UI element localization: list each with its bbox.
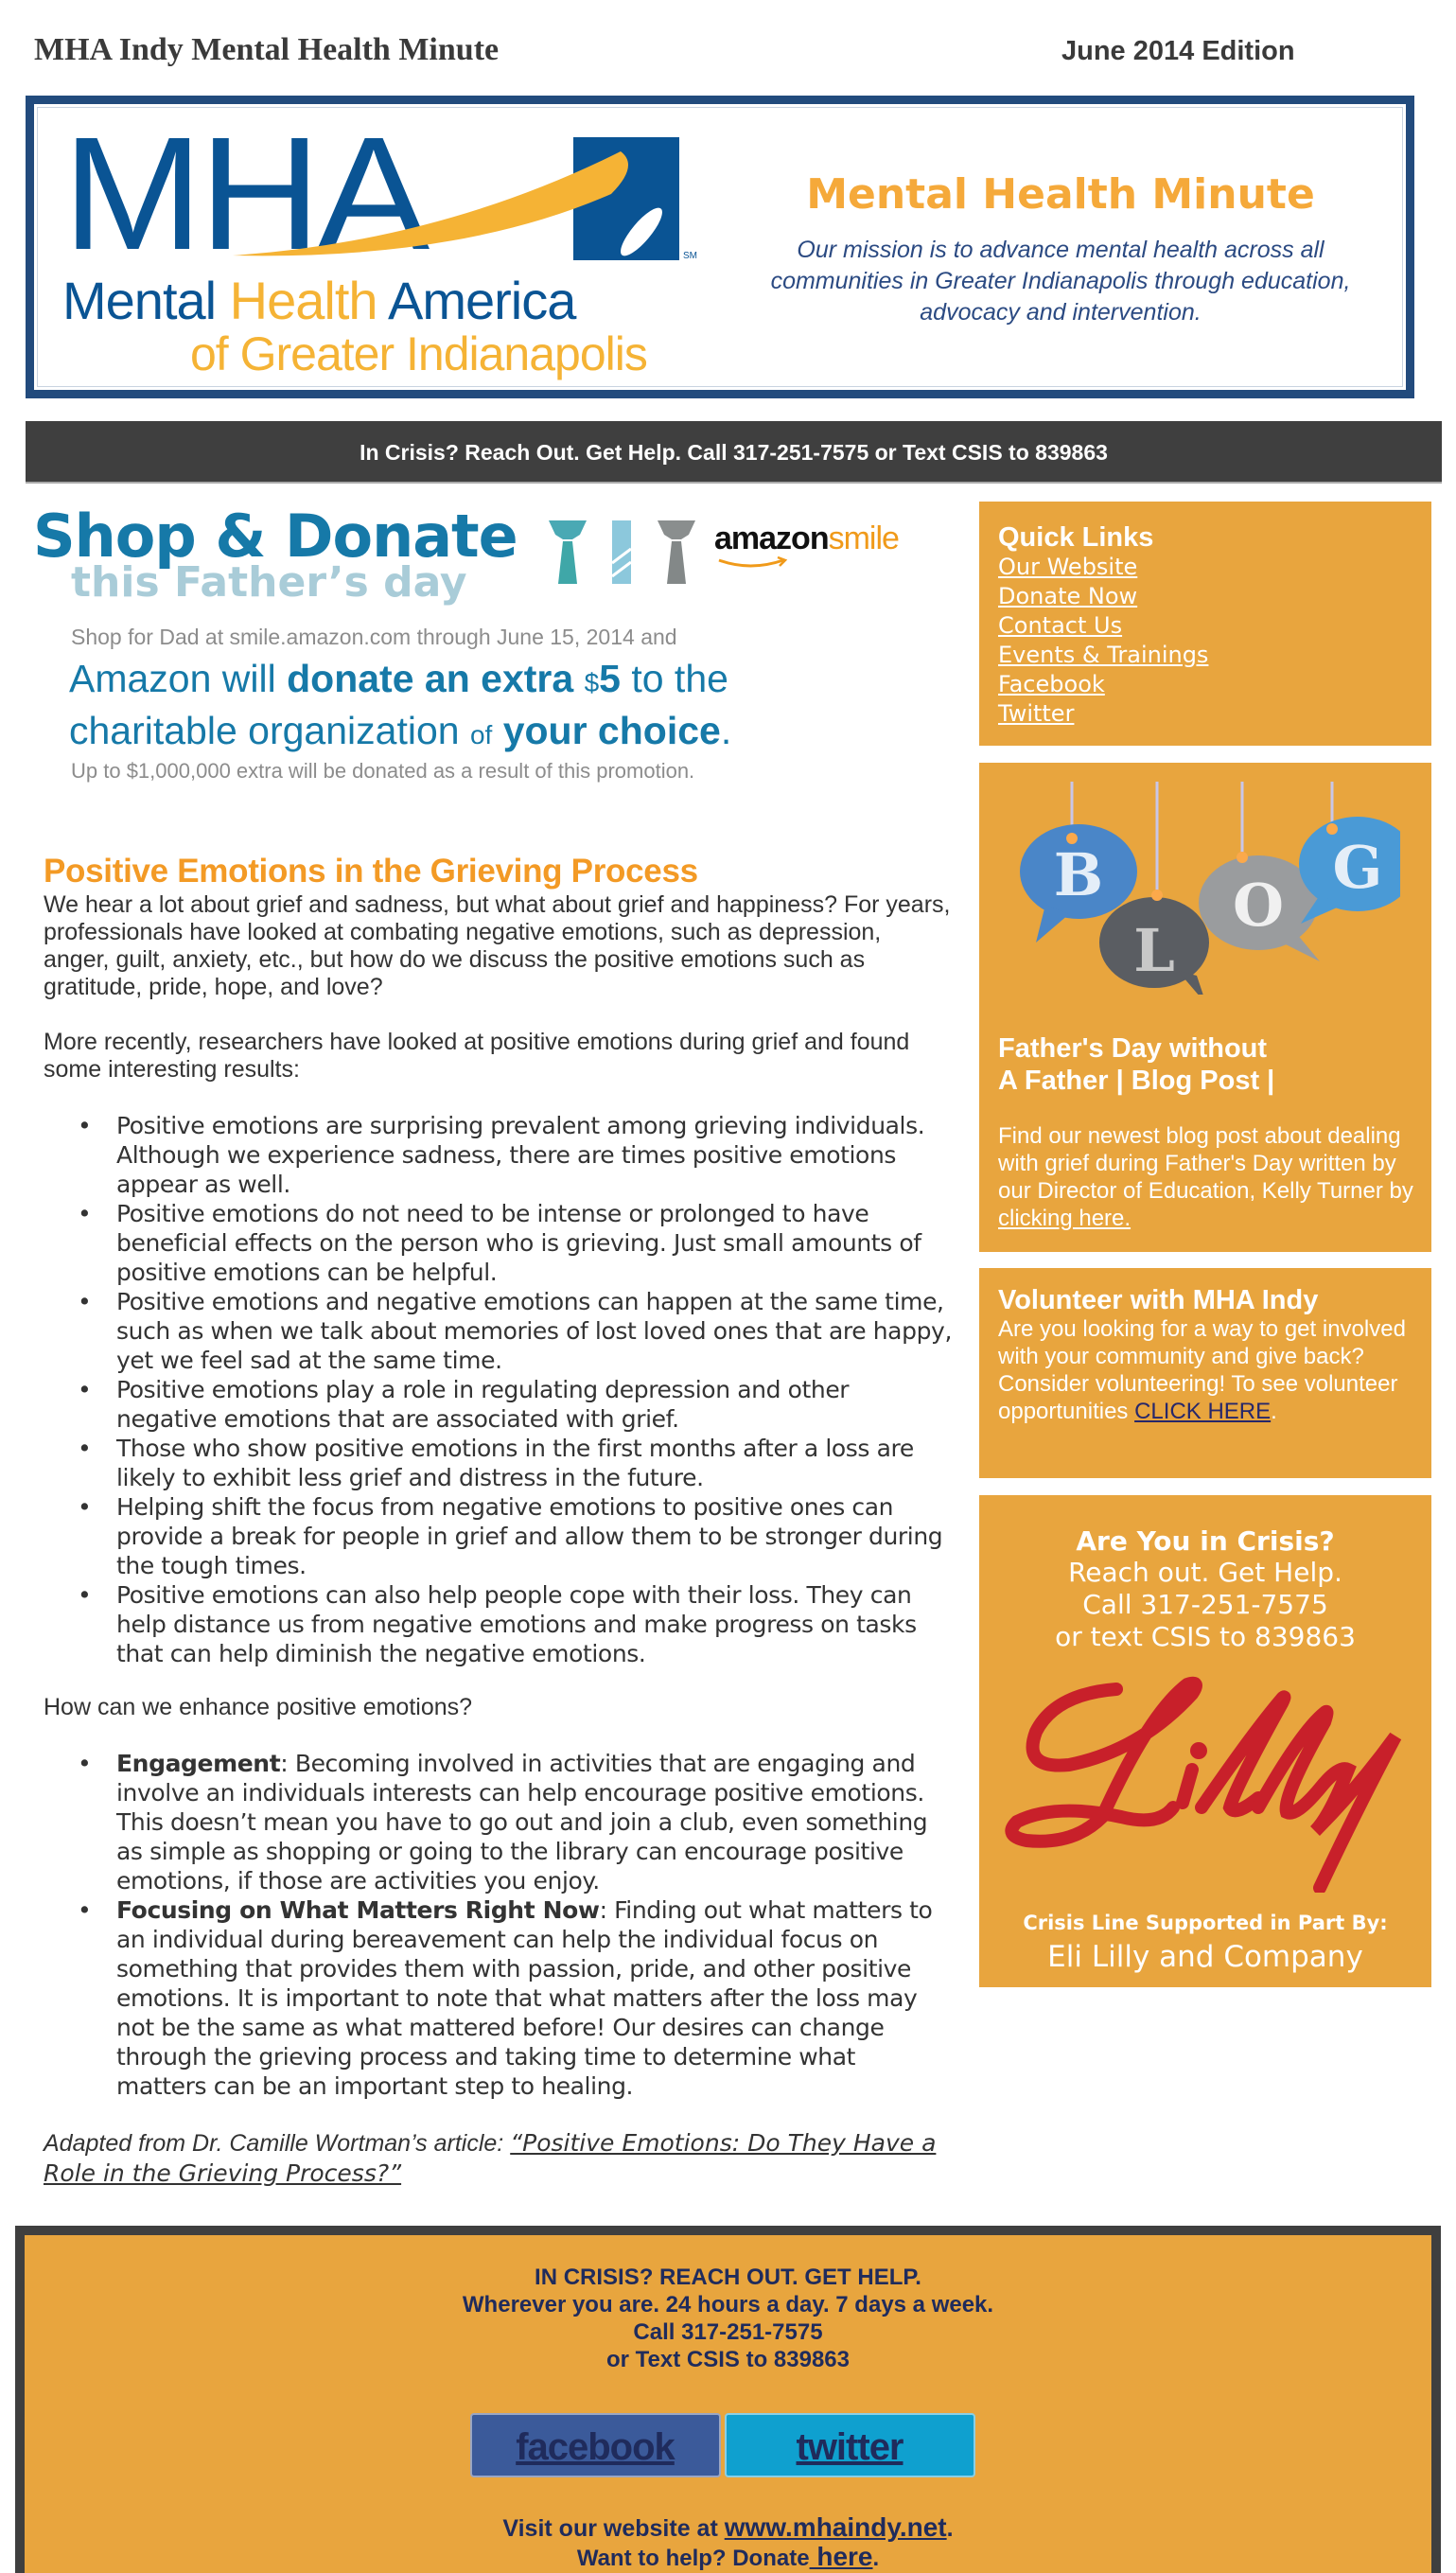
crisis-box-phone: Call 317-251-7575	[1082, 1589, 1328, 1620]
donate-here-link[interactable]: here	[809, 2542, 873, 2571]
crisis-box-text: or text CSIS to 839863	[1055, 1621, 1356, 1652]
how-question: How can we enhance positive emotions?	[44, 1694, 473, 1720]
promo-headline: Shop & Donate	[33, 502, 517, 571]
list-item: • Positive emotions do not need to be intense or prolonged to have beneficial effects on the person who is grieving. Just small amounts of positive emotions can be helpful.	[72, 1199, 952, 1287]
article-credit: Adapted from Dr. Camille Wortman’s article: “Positive Emotions: Do They Have a Role in the Grieving Process?”	[44, 2129, 937, 2187]
amazon-smile-promo[interactable]	[28, 502, 965, 795]
quick-link-events-trainings[interactable]: Events & Trainings	[998, 642, 1209, 668]
quick-link-twitter[interactable]: Twitter	[998, 700, 1075, 727]
footer-availability: Wherever you are. 24 hours a day. 7 days a week.	[462, 2292, 994, 2317]
list-item: • Positive emotions can also help people cope with their loss. They can help distance us from negative emotions and make progress on tasks that can help diminish the negative emotions.	[72, 1580, 952, 1668]
list-item: • Engagement: Becoming involved in activities that are engaging and involve an individuals interests can help encourage positive emotions. This doesn’t mean you have to go out and join a club, even something as simple as shopping or going to the library can encourage positive emotions, if those are activities you enjoy.	[72, 1749, 952, 1895]
list-item: • Positive emotions play a role in regulating depression and other negative emotions that are associated with grief.	[72, 1375, 952, 1434]
quick-link-facebook[interactable]: Facebook	[998, 671, 1105, 697]
quick-link-our-website[interactable]: Our Website	[998, 554, 1138, 580]
blog-letter: O	[1232, 871, 1285, 940]
blog-box	[979, 763, 1431, 1252]
lilly-logo-icon	[998, 1675, 1414, 1893]
logo-line-1: Mental Health America	[62, 271, 576, 330]
findings-list	[72, 1111, 952, 1668]
mission-statement: Our mission is to advance mental health across all communities in Greater Indianapolis through education, advocacy and intervention.	[770, 237, 1351, 326]
volunteer-click-here-link[interactable]: CLICK HERE	[1134, 1399, 1272, 1424]
article-title: Positive Emotions in the Grieving Process	[44, 853, 698, 890]
amazon-smile-logo: amazonsmile	[714, 520, 899, 556]
quick-links-box	[979, 502, 1431, 746]
quick-links-title: Quick Links	[998, 522, 1154, 553]
article	[44, 852, 952, 2189]
banner-title: Mental Health Minute	[806, 170, 1315, 219]
article-intro-1: We hear a lot about grief and sadness, but what about grief and happiness? For years, professionals have looked at combating negative emotions, such as depression, anger, guilt, anxiety, etc., but how do we discuss the positive emotions such as gratitude, pride, hope, and love?	[44, 891, 951, 1000]
source-article-link[interactable]: “Positive Emotions: Do They Have a Role in the Grieving Process?”	[44, 2129, 937, 2187]
mha-logo[interactable]	[62, 104, 697, 383]
blog-description: Find our newest blog post about dealing with grief during Father's Day written by our Director of Education, Kelly Turner by clicking here.	[998, 1123, 1413, 1231]
volunteer-title: Volunteer with MHA Indy	[998, 1285, 1319, 1315]
footer-crisis-heading: IN CRISIS? REACH OUT. GET HELP.	[535, 2265, 921, 2290]
promo-shop-line: Shop for Dad at smile.amazon.com through June 15, 2014 and	[71, 625, 677, 649]
footer-visit-line: Visit our website at www.mhaindy.net.	[502, 2512, 954, 2542]
footer-phone: Call 317-251-7575	[633, 2319, 823, 2345]
website-link[interactable]: www.mhaindy.net	[724, 2512, 947, 2542]
volunteer-description: Are you looking for a way to get involved with your community and give back? Consider volunteering! To see volunteer opportunities CLICK HERE.	[998, 1316, 1406, 1424]
logo-swoosh-icon	[62, 104, 687, 284]
list-item: • Those who show positive emotions in the first months after a loss are likely to exhibit less grief and distress in the future.	[72, 1434, 952, 1492]
list-item: • Positive emotions and negative emotions can happen at the same time, such as when we talk about memories of lost loved ones that are happy, yet we feel sad at the same time.	[72, 1287, 952, 1375]
volunteer-box	[979, 1268, 1431, 1478]
footer-donate-line: Want to help? Donate here.	[576, 2542, 880, 2571]
logo-mha-letters: MHA	[62, 104, 427, 284]
newsletter-masthead: MHA Indy Mental Health Minute	[34, 32, 500, 67]
edition-label: June 2014 Edition	[1061, 36, 1295, 66]
ties-icon	[544, 516, 714, 587]
blog-letter: B	[1053, 840, 1104, 909]
quick-link-contact-us[interactable]: Contact Us	[998, 612, 1123, 639]
article-intro-2: More recently, researchers have looked at positive emotions during grief and found some interesting results:	[44, 1029, 910, 1083]
blog-post-title: Father's Day without A Father | Blog Post |	[998, 1033, 1275, 1096]
blog-letter: L	[1133, 916, 1175, 985]
logo-line-2: of Greater Indianapolis	[190, 327, 647, 380]
promo-donation-statement: Amazon will donate an extra $5 to the charitable organization of your choice.	[69, 657, 732, 752]
amazon-smile-arrow-icon	[717, 556, 793, 572]
twitter-button[interactable]: twitter	[725, 2413, 975, 2477]
list-item: • Positive emotions are surprising prevalent among grieving individuals. Although we experience sadness, there are times positive emotions appear as well.	[72, 1111, 952, 1199]
footer-text-line: or Text CSIS to 839863	[606, 2347, 850, 2372]
promo-fine-print: Up to $1,000,000 extra will be donated as a result of this promotion.	[71, 759, 695, 783]
facebook-button[interactable]: facebook	[470, 2413, 721, 2477]
quick-link-donate-now[interactable]: Donate Now	[998, 583, 1138, 609]
blog-speech-bubbles-icon[interactable]	[1017, 782, 1400, 995]
social-buttons	[13, 2413, 1431, 2477]
crisis-bar: In Crisis? Reach Out. Get Help. Call 317-251-7575 or Text CSIS to 839863	[26, 421, 1442, 484]
crisis-box-line: Reach out. Get Help.	[1068, 1557, 1342, 1588]
blog-clicking-here-link[interactable]: clicking here.	[998, 1206, 1131, 1231]
header-banner	[26, 96, 1414, 398]
crisis-support-box	[979, 1495, 1431, 1987]
crisis-sponsor: Eli Lilly and Company	[1047, 1940, 1363, 1974]
blog-letter: G	[1332, 833, 1383, 902]
crisis-supported-by: Crisis Line Supported in Part By:	[1023, 1912, 1388, 1934]
logo-service-mark: SM	[683, 251, 697, 261]
footer	[15, 2226, 1441, 2573]
list-item: • Focusing on What Matters Right Now: Finding out what matters to an individual during bereavement can help the individual focus on something that provides them with passion, pride, and other positive emotions. It is important to note that what matters after the loss may not be the same as what mattered before! Our desires can change through the grieving process and taking time to determine what matters can be an important step to healing.	[72, 1895, 952, 2101]
promo-subhead: this Father’s day	[71, 558, 467, 607]
enhancements-list	[72, 1749, 952, 2101]
crisis-box-title: Are You in Crisis?	[1076, 1525, 1335, 1557]
list-item: • Helping shift the focus from negative emotions to positive ones can provide a break for people in grief and allow them to be stronger during the tough times.	[72, 1492, 952, 1580]
